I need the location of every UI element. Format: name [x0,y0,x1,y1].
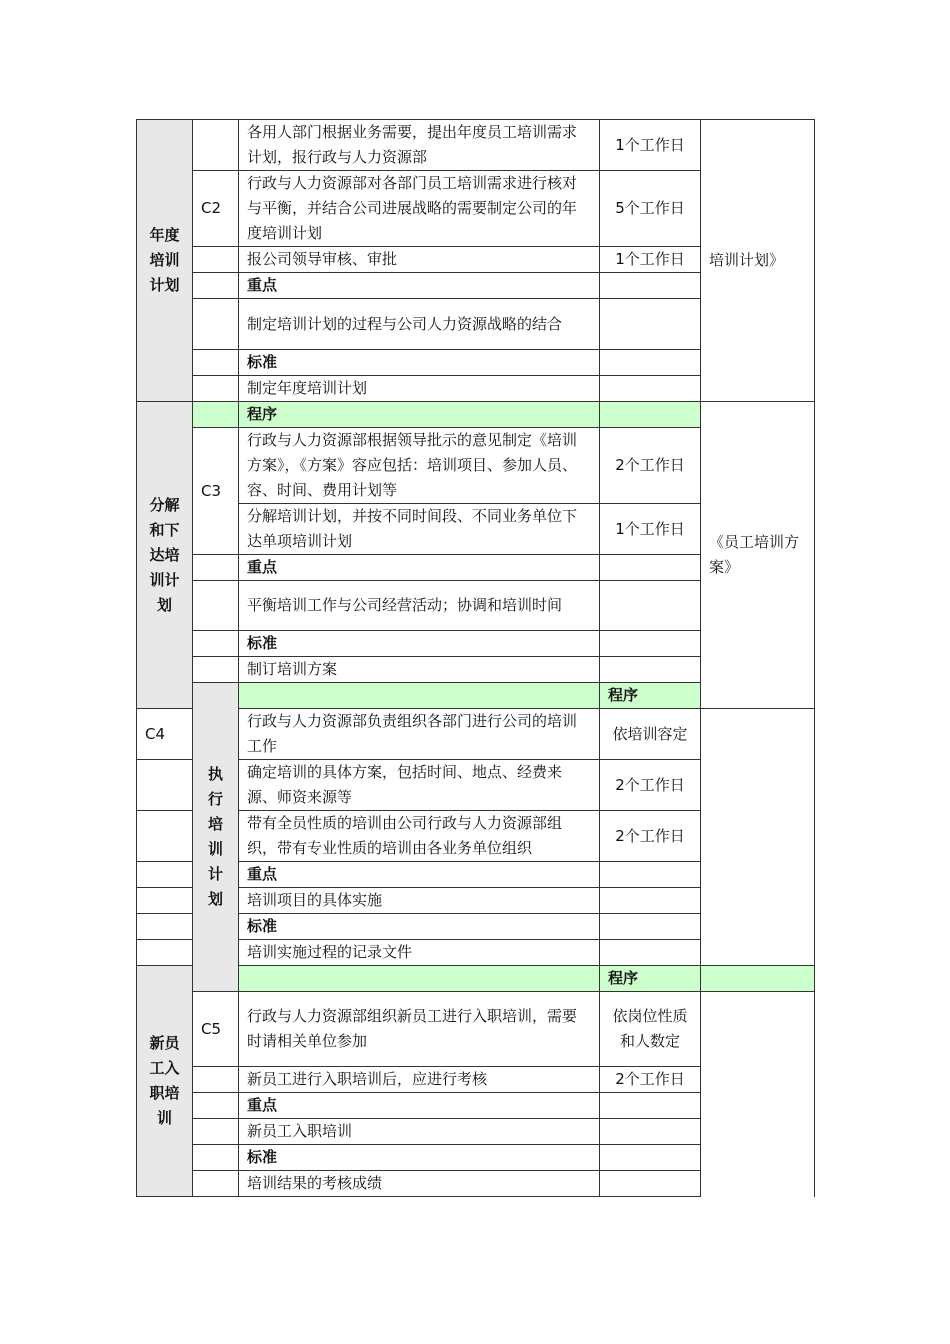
empty-cell [600,273,701,299]
step-code-cell [137,811,193,862]
step-text: 行政与人力资源部组织新员工进行入职培训，需要时请相关单位参加 [239,992,600,1067]
empty-cell [600,1145,701,1171]
table-row [137,1067,815,1093]
program-label: 程序 [239,402,600,428]
empty-cell [600,555,701,581]
step-code-cell [193,247,239,273]
program-header-cell [239,966,600,992]
program-header-cell [239,683,600,709]
standard-text: 培训实施过程的记录文件 [239,940,600,966]
section-title: 执行培训计划 [193,683,239,992]
step-code-cell [193,657,239,683]
step-duration: 1个工作日 [600,247,701,273]
table-row [137,888,815,914]
table-row [137,811,815,862]
table-row [137,1093,815,1119]
step-code-cell [193,1067,239,1093]
step-code-cell [193,299,239,350]
table-row [137,966,815,992]
step-text: 行政与人力资源部根据领导批示的意见制定《培训方案》，《方案》容应包括：培训项目、参加人员、容、时间、费用计划等 [239,428,600,504]
table-row [137,709,815,760]
step-text: 各用人部门根据业务需要，提出年度员工培训需求计划，报行政与人力资源部 [239,120,600,171]
empty-cell [600,299,701,350]
step-code-cell [193,273,239,299]
program-header-cell [193,402,239,428]
table-row [137,940,815,966]
standard-label: 标准 [239,914,600,940]
step-code: C5 [193,992,239,1067]
step-duration: 2个工作日 [600,428,701,504]
empty-cell [600,581,701,631]
key-text: 新员工入职培训 [239,1119,600,1145]
program-label: 程序 [600,683,701,709]
standard-text: 制订培训方案 [239,657,600,683]
step-code-cell [193,120,239,171]
table-row [137,862,815,888]
table-row [137,402,815,428]
training-process-table [136,119,815,1197]
step-code-cell [193,350,239,376]
key-text: 制定培训计划的过程与公司人力资源战略的结合 [239,299,600,350]
section-title: 分解和下达培训计划 [137,402,193,709]
step-code: C2 [193,171,239,247]
table-row [137,1145,815,1171]
program-header-cell [701,966,815,992]
section-output: 《员工培训方案》 [701,402,815,709]
table-row [137,760,815,811]
step-code-cell [137,914,193,940]
step-text: 确定培训的具体方案，包括时间、地点、经费来源、师资来源等 [239,760,600,811]
program-header-cell [600,402,701,428]
empty-cell [600,1171,701,1197]
standard-label: 标准 [239,1145,600,1171]
standard-text: 制定年度培训计划 [239,376,600,402]
step-duration: 1个工作日 [600,504,701,555]
empty-cell [600,1093,701,1119]
program-label: 程序 [600,966,701,992]
empty-cell [600,376,701,402]
empty-cell [600,914,701,940]
step-code-cell [193,376,239,402]
standard-label: 标准 [239,350,600,376]
empty-cell [600,940,701,966]
step-duration: 2个工作日 [600,1067,701,1093]
step-duration: 依岗位性质和人数定 [600,992,701,1067]
empty-cell [600,862,701,888]
step-code-cell [137,862,193,888]
step-text: 行政与人力资源部对各部门员工培训需求进行核对与平衡，并结合公司进展战略的需要制定公司的年度培训计划 [239,171,600,247]
empty-cell [600,350,701,376]
step-code: C4 [137,709,193,760]
key-label: 重点 [239,555,600,581]
step-text: 新员工进行入职培训后，应进行考核 [239,1067,600,1093]
step-text: 报公司领导审核、审批 [239,247,600,273]
step-text: 带有全员性质的培训由公司行政与人力资源部组织，带有专业性质的培训由各业务单位组织 [239,811,600,862]
step-duration: 2个工作日 [600,811,701,862]
step-duration: 1个工作日 [600,120,701,171]
section-title: 年度培训计划 [137,120,193,402]
table-row [137,1171,815,1197]
standard-label: 标准 [239,631,600,657]
key-text: 平衡培训工作与公司经营活动；协调和培训时间 [239,581,600,631]
section-output: 培训计划》 [701,120,815,402]
step-text: 行政与人力资源部负责组织各部门进行公司的培训工作 [239,709,600,760]
step-code-cell [193,1093,239,1119]
table-row [137,914,815,940]
step-code-cell [193,1119,239,1145]
empty-cell [600,1119,701,1145]
step-duration: 5个工作日 [600,171,701,247]
section-title: 新员工入职培训 [137,966,193,1197]
empty-cell [600,888,701,914]
table-row [137,1119,815,1145]
step-code-cell [193,581,239,631]
step-code-cell [193,1145,239,1171]
step-code-cell [193,1171,239,1197]
step-code: C3 [193,428,239,555]
empty-cell [600,657,701,683]
step-duration: 2个工作日 [600,760,701,811]
step-code-cell [137,940,193,966]
step-duration: 依培训容定 [600,709,701,760]
key-label: 重点 [239,862,600,888]
step-code-cell [137,888,193,914]
step-code-cell [137,760,193,811]
step-text: 分解培训计划，并按不同时间段、不同业务单位下达单项培训计划 [239,504,600,555]
standard-text: 培训结果的考核成绩 [239,1171,600,1197]
key-label: 重点 [239,1093,600,1119]
key-label: 重点 [239,273,600,299]
step-code-cell [193,555,239,581]
key-text: 培训项目的具体实施 [239,888,600,914]
table-row [137,992,815,1067]
step-code-cell [193,631,239,657]
table-row [137,120,815,171]
empty-cell [600,631,701,657]
